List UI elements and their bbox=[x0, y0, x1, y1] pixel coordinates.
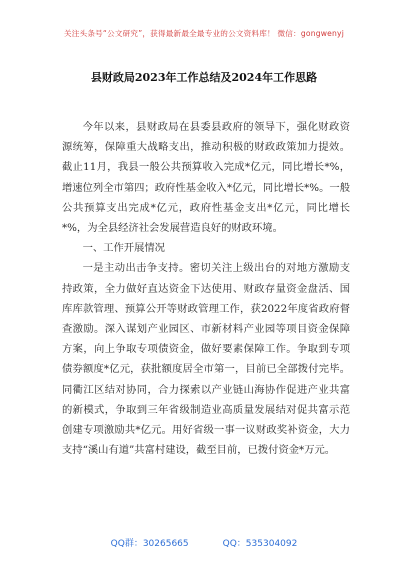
document-title: 县财政局2023年工作总结及2024年工作思路 bbox=[90, 71, 318, 84]
header-promo-note: 关注头条号“公文研究”，获得最新最全最专业的公文资料库！ 微信：gongwenyj bbox=[63, 29, 345, 38]
footer-qq-group: QQ群：30265665 bbox=[110, 539, 189, 549]
footer-contact bbox=[0, 536, 408, 549]
intro-paragraph: 今年以来，县财政局在县委县政府的领导下，强化财政资源统筹，保障重大战略支出，推动积极的财政政策加力提效。截止11月，我县一般公共预算收入完成*亿元，同比增长*%，增速位列全市第四；政府性基金收入*亿元，同比增长*%。一般公共预算支出完成*亿元，政府性基金支出*亿元，同比增长*%，为全县经济社会发展营造良好的财政环境。 bbox=[62, 121, 350, 235]
section-heading: 一、工作开展情况 bbox=[82, 242, 165, 255]
body-paragraph: 一是主动出击争支持。密切关注上级出台的对地方激励支持政策，全力做好直达资金下达使用、财政存量资金盘活、国库库款管理、预算公开等财政管理工作，获2022年度省政府督查激励。深入谋划产业园区、市新材料产业园等项目资金保障方案，向上争取专项债资金，做好要素保障工作。争取到专项债券额度*亿元，获批额度居全市第一，目前已全部拨付完毕。同衢江区结对协同，合力探索以产业链山海协作促进产业共富的新模式，争取到三年省级制造业高质量发展结对促共富示范创建专项激励共*亿元。用好省级一事一议财政奖补资金，大力支持“溪山有道”共富村建设，截至目前，已拨付资金*万元。 bbox=[62, 262, 350, 457]
footer-qq-number: QQ：535304092 bbox=[222, 539, 298, 549]
document-body bbox=[62, 117, 350, 460]
